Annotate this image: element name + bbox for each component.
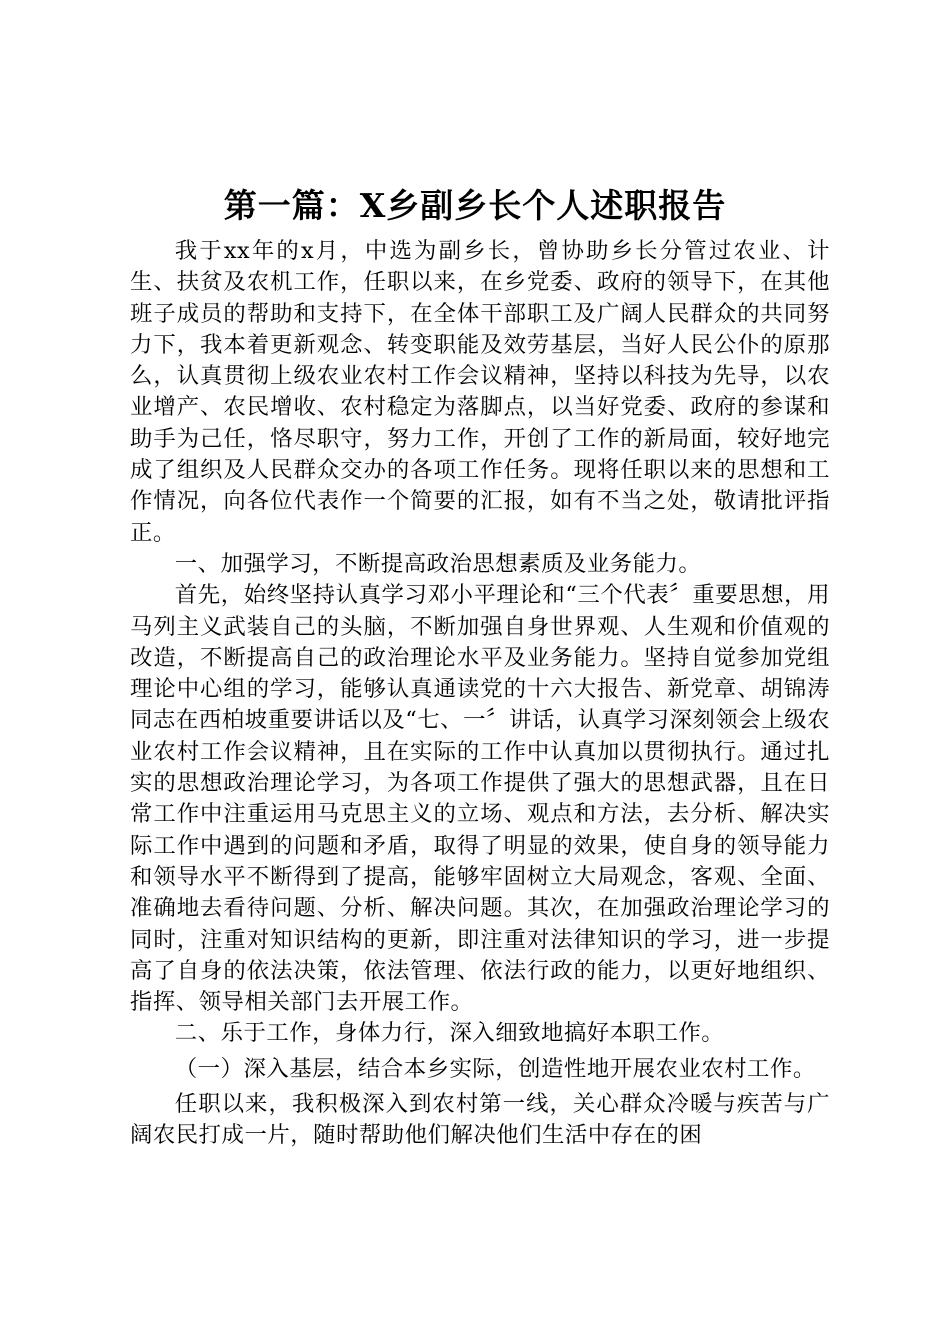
document-body [130,236,830,1152]
paragraph-study: 首先，始终坚持认真学习邓小平理论和“三个代表〞重要思想，用马列主义武装自己的头脑，不断加强自身世界观、人生观和价值观的改造，不断提高自己的政治理论水平及业务能力。坚持自觉参加党组理论中心组的学习，能够认真通读党的十六大报告、新党章、胡锦涛同志在西柏坡重要讲话以及“七、一〞讲话，认真学习深刻领会上级农业农村工作会议精神，且在实际的工作中认真加以贯彻执行。通过扎实的思想政治理论学习，为各项工作提供了强大的思想武器，且在日常工作中注重运用马克思主义的立场、观点和方法，去分析、解决实际工作中遇到的问题和矛盾，取得了明显的效果，使自身的领导能力和领导水平不断得到了提高，能够牢固树立大局观念，客观、全面、准确地去看待问题、分析、解决问题。其次，在加强政治理论学习的同时，注重对知识结构的更新，即注重对法律知识的学习，进一步提高了自身的依法决策，依法管理、依法行政的能力，以更好地组织、指挥、领导相关部门去开展工作。 [130,582,830,1016]
paragraph-grassroots: 任职以来，我积极深入到农村第一线，关心群众冷暖与疾苦与广阔农民打成一片，随时帮助他们解决他们生活中存在的困 [130,1091,830,1149]
section-heading-1: 一、加强学习，不断提高政治思想素质及业务能力。 [174,550,702,577]
section-heading-2: 二、乐于工作，身体力行，深入细致地搞好本职工作。 [174,1020,725,1047]
paragraph-intro: 我于xx年的x月，中选为副乡长，曾协助乡长分管过农业、计生、扶贫及农机工作，任职以来，在乡党委、政府的领导下，在其他班子成员的帮助和支持下，在全体干部职工及广阔人民群众的共同努力下，我本着更新观念、转变职能及效劳基层，当好人民公仆的原那么，认真贯彻上级农业农村工作会议精神，坚持以科技为先导，以农业增产、农民增收、农村稳定为落脚点，以当好党委、政府的参谋和助手为己任，恪尽职守，努力工作，开创了工作的新局面，较好地完成了组织及人民群众交办的各项工作任务。现将任职以来的思想和工作情况，向各位代表作一个简要的汇报，如有不当之处，敬请批评指正。 [130,238,830,546]
subsection-heading-1: （一）深入基层，结合本乡实际，创造性地开展农业农村工作。 [174,1055,816,1082]
document-title: 第一篇：X乡副乡长个人述职报告 [223,186,727,225]
